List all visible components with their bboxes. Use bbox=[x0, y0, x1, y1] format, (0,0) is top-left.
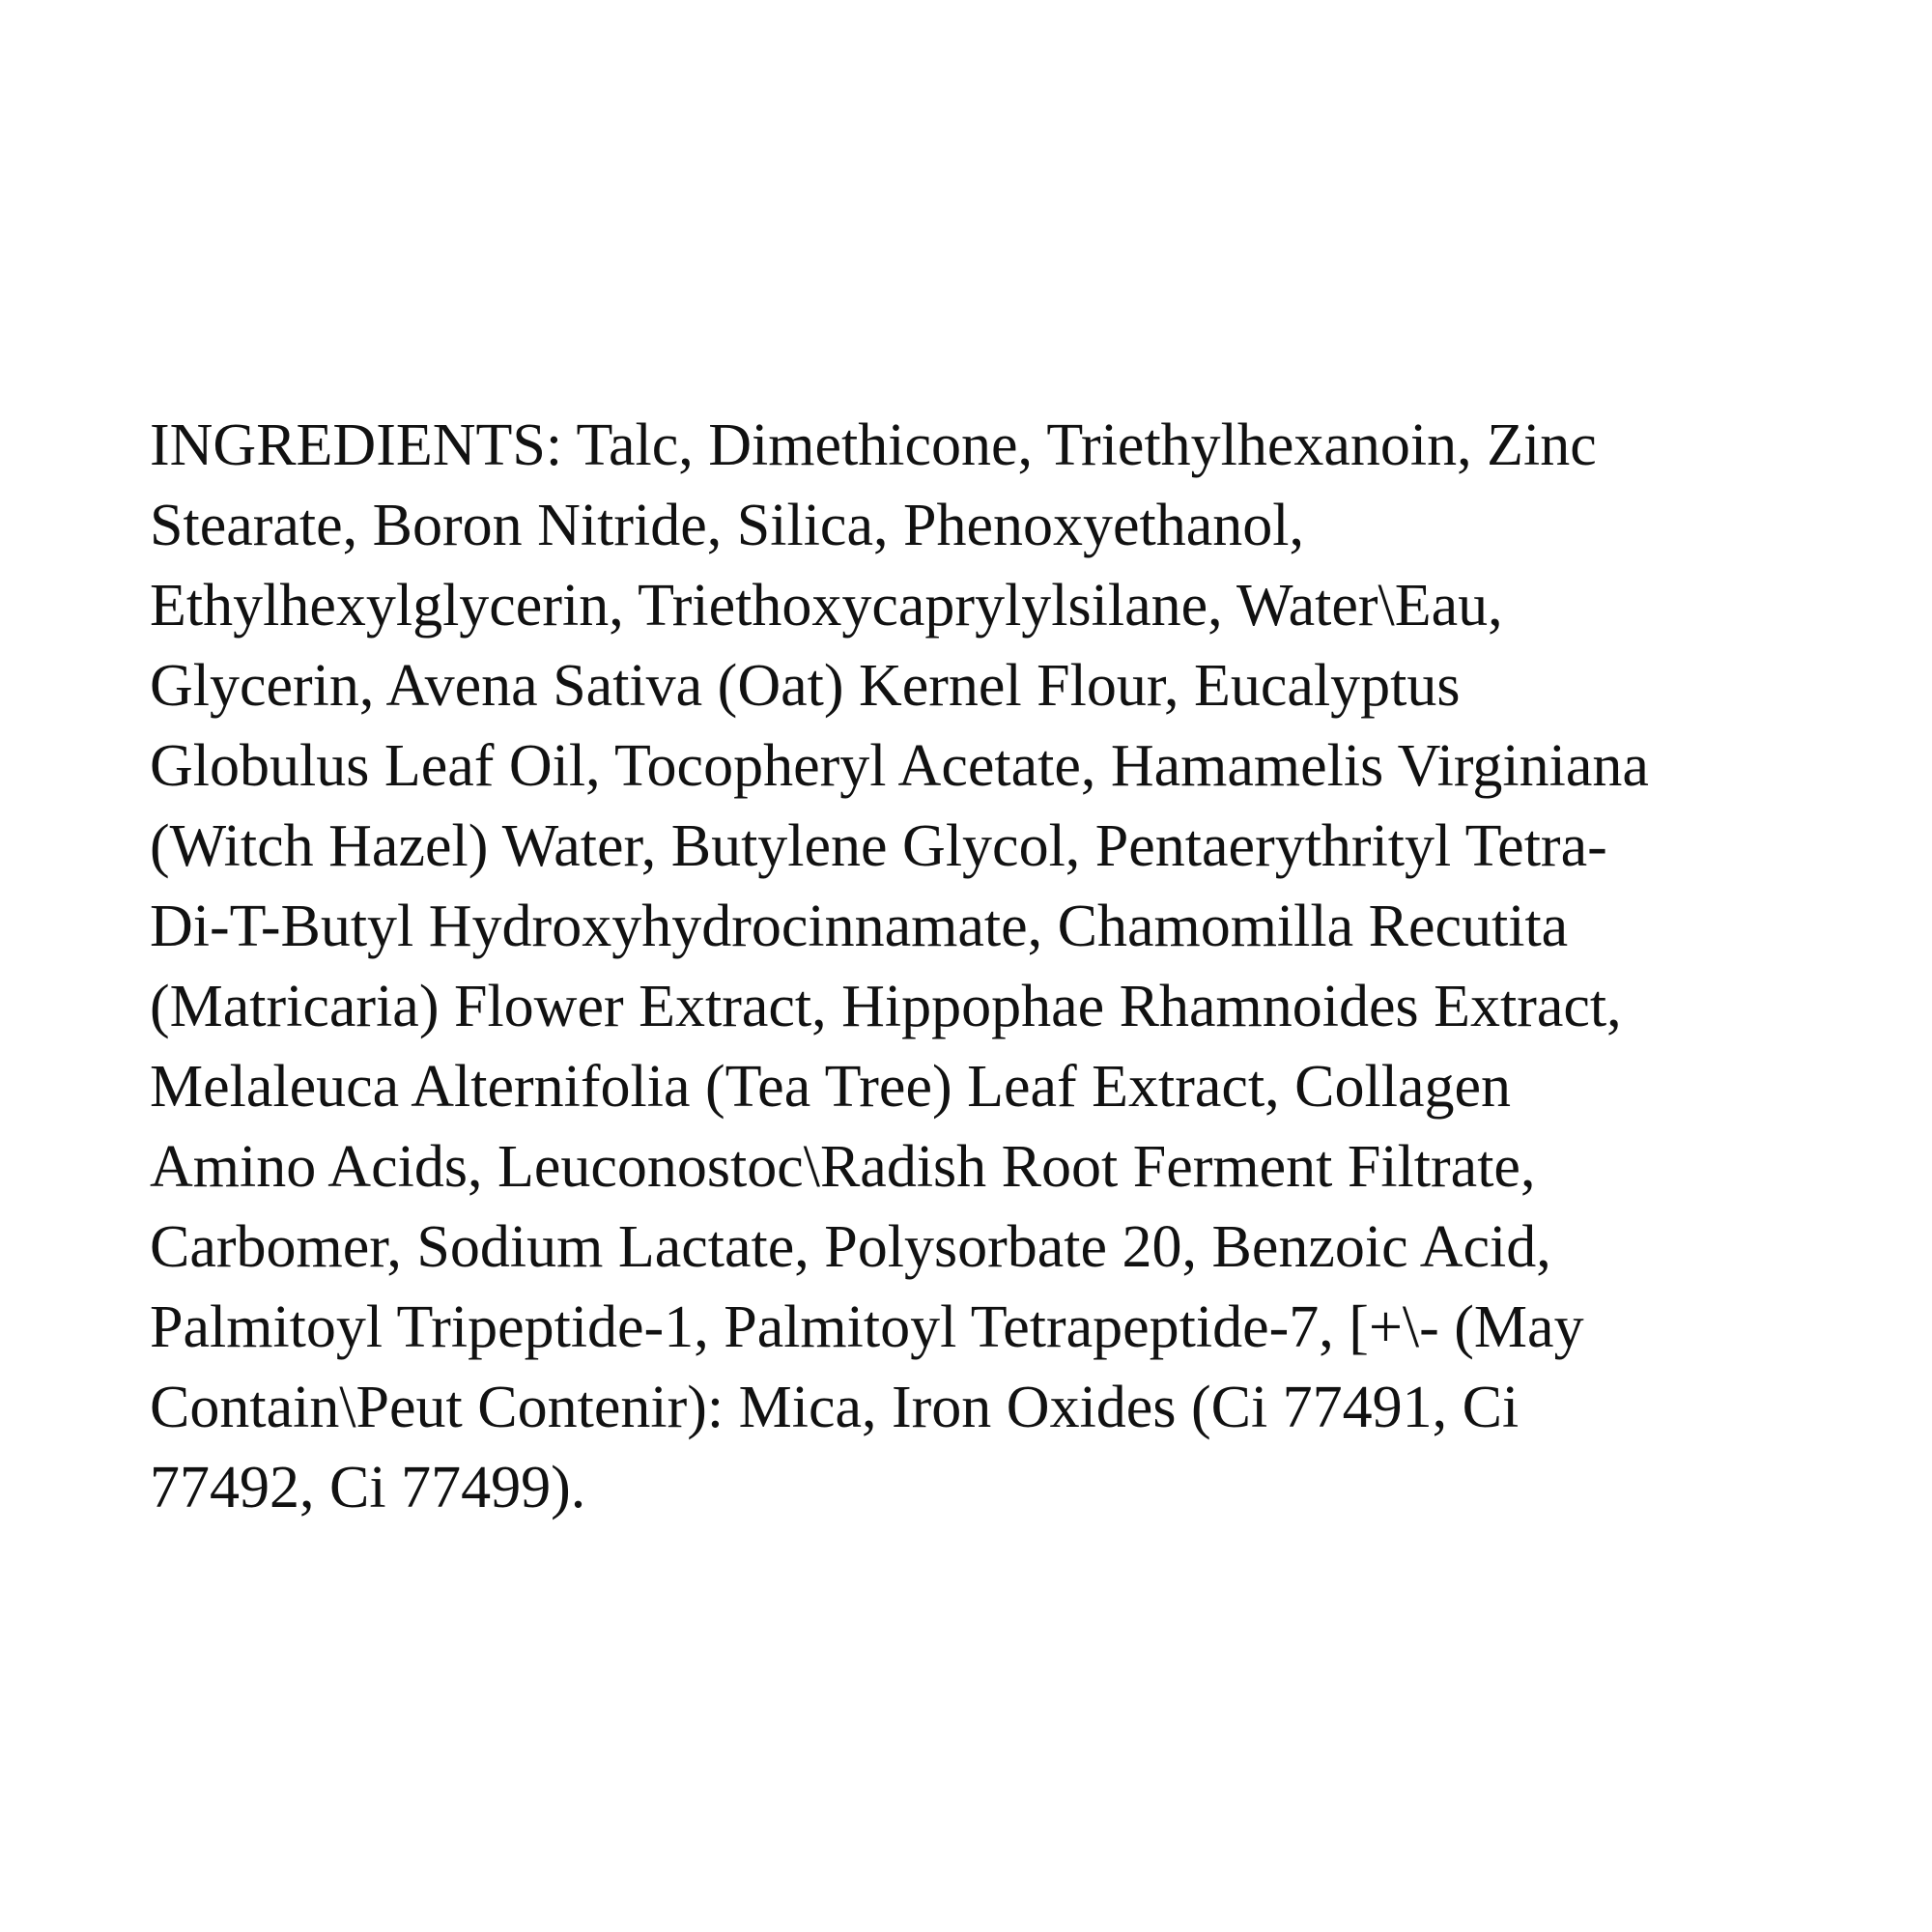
ingredients-line: INGREDIENTS: Talc, Dimethicone, Triethylhexanoin, Zinc bbox=[150, 412, 1597, 478]
ingredients-text bbox=[150, 406, 1889, 1528]
ingredients-line: Glycerin, Avena Sativa (Oat) Kernel Flour, Eucalyptus bbox=[150, 653, 1461, 719]
ingredients-line: (Matricaria) Flower Extract, Hippophae Rhamnoides Extract, bbox=[150, 974, 1622, 1039]
ingredients-line: (Witch Hazel) Water, Butylene Glycol, Pentaerythrityl Tetra- bbox=[150, 813, 1607, 879]
ingredients-line: Globulus Leaf Oil, Tocopheryl Acetate, Hamamelis Virginiana bbox=[150, 733, 1649, 799]
ingredients-line: Contain\Peut Contenir): Mica, Iron Oxides (Ci 77491, Ci bbox=[150, 1375, 1520, 1440]
ingredients-line: Palmitoyl Tripeptide-1, Palmitoyl Tetrapeptide-7, [+\- (May bbox=[150, 1294, 1584, 1360]
ingredients-line: Stearate, Boron Nitride, Silica, Phenoxyethanol, bbox=[150, 493, 1304, 558]
ingredients-line: Carbomer, Sodium Lactate, Polysorbate 20, Benzoic Acid, bbox=[150, 1214, 1551, 1280]
ingredients-line: Amino Acids, Leuconostoc\Radish Root Ferment Filtrate, bbox=[150, 1134, 1536, 1200]
ingredients-line: Melaleuca Alternifolia (Tea Tree) Leaf Extract, Collagen bbox=[150, 1054, 1512, 1120]
ingredients-line: Di-T-Butyl Hydroxyhydrocinnamate, Chamomilla Recutita bbox=[150, 894, 1569, 959]
ingredients-line: Ethylhexylglycerin, Triethoxycaprylylsilane, Water\Eau, bbox=[150, 573, 1503, 639]
ingredients-line: 77492, Ci 77499). bbox=[150, 1455, 586, 1520]
